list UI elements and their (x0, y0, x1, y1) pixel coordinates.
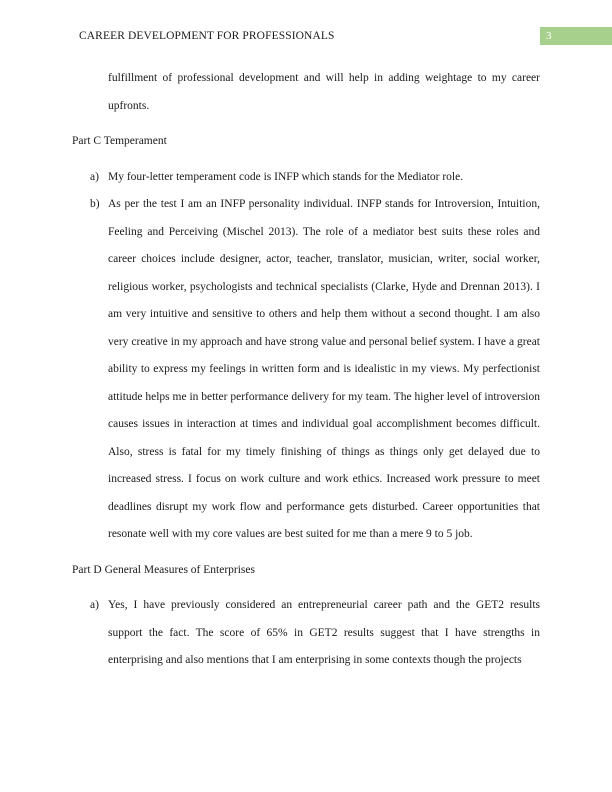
page-number-box (540, 27, 612, 45)
list-marker: b) (90, 198, 100, 210)
running-head-title: CAREER DEVELOPMENT FOR PROFESSIONALS (79, 30, 335, 42)
part-d-list (72, 592, 540, 675)
part-c-heading: Part C Temperament (72, 135, 167, 147)
page-number: 3 (546, 30, 552, 42)
list-item-text: Yes, I have previously considered an entrepreneurial career path and the GET2 results support the fact. The score of 65% in GET2 results suggest that I have strengths in enterprising and also mentions that I am enterprising in some contexts though the projects (108, 599, 540, 666)
list-marker: a) (90, 599, 99, 611)
document-body (72, 65, 540, 675)
page-header (0, 27, 612, 45)
part-d-heading: Part D General Measures of Enterprises (72, 563, 255, 576)
list-item (72, 191, 540, 549)
list-marker: a) (90, 170, 99, 183)
list-item-text: My four-letter temperament code is INFP which stands for the Mediator role. (108, 170, 464, 183)
part-c-list (72, 164, 540, 549)
list-item-text: As per the test I am an INFP personality individual. INFP stands for Introversion, Intuition, Feeling and Perceiving (Mischel 2013). The role of a mediator best suits these roles and career choices include designer, actor, teacher, translator, musician, writer, social worker, religious worker, psychologists and technical specialists (Clarke, Hyde and Drennan 2013). I am very intuitive and sensitive to others and help them without a second thought. I am also very creative in my approach and have strong value and personal belief system. I have a great ability to express my feelings in written form and is idealistic in my views. My perfectionist attitude helps me in better performance delivery for my team. The higher level of introversion causes issues in interaction at times and individual goal accomplishment becomes difficult. Also, stress is fatal for my timely finishing of things as things only get delayed due to increased stress. I focus on work culture and work ethics. Increased work pressure to meet deadlines disrupt my work flow and performance gets disturbed. Career opportunities that resonate well with my core values are best suited for me than a mere 9 to 5 job. (108, 198, 540, 540)
continuation-paragraph: fulfillment of professional development and will help in adding weightage to my career upfronts. (108, 72, 540, 112)
list-item (72, 592, 540, 675)
list-item (72, 164, 540, 192)
